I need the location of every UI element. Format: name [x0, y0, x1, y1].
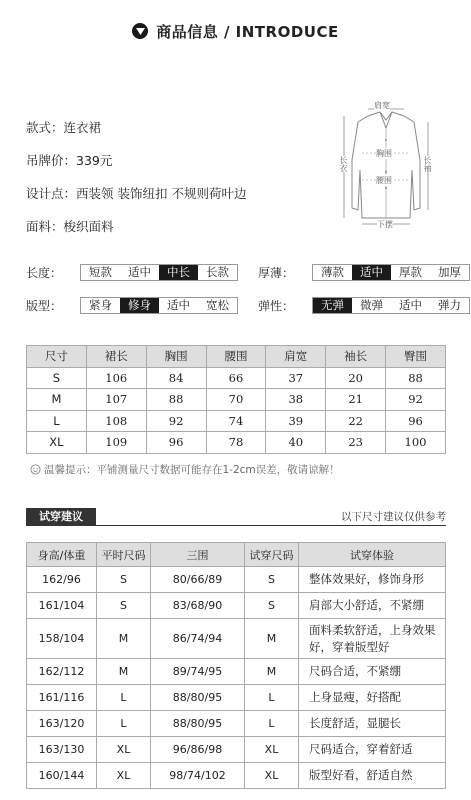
table-cell: 98/74/102	[151, 763, 245, 789]
table-row	[27, 619, 446, 659]
option-elasticity-0[interactable]: 无弹	[313, 298, 352, 313]
info-tag-price: 吊牌价：339元	[26, 153, 113, 168]
table-cell: 78	[206, 432, 266, 454]
attr-fit	[26, 297, 238, 314]
table-cell: L	[97, 685, 151, 711]
table-row	[27, 432, 446, 454]
table-cell: M	[97, 659, 151, 685]
table-cell: 21	[326, 389, 386, 411]
table-cell: 22	[326, 410, 386, 432]
label-sleeve: 长袖	[423, 156, 432, 172]
table-cell: S	[245, 593, 299, 619]
col-measurements: 三围	[151, 543, 245, 567]
col-usual-size: 平时尺码	[97, 543, 151, 567]
table-cell: 面料柔软舒适，上身效果好，穿着版型好	[299, 619, 446, 659]
size-table-header	[27, 346, 446, 368]
attr-length-options	[80, 264, 238, 281]
label-waist: 腰围	[376, 176, 392, 185]
fit-section-tag: 试穿建议	[26, 508, 96, 525]
smile-icon	[30, 464, 41, 475]
attr-thickness	[258, 264, 470, 281]
table-cell: 88/80/95	[151, 711, 245, 737]
table-cell: 尺码适合，穿着舒适	[299, 737, 446, 763]
table-cell: 37	[266, 367, 326, 389]
product-info	[26, 118, 246, 250]
section-header	[0, 18, 471, 44]
table-cell: XL	[245, 763, 299, 789]
col-waist: 腰围	[206, 346, 266, 368]
table-cell: 66	[206, 367, 266, 389]
table-cell: 整体效果好，修饰身形	[299, 567, 446, 593]
col-shoulder: 肩宽	[266, 346, 326, 368]
table-cell: M	[245, 619, 299, 659]
table-cell: M	[245, 659, 299, 685]
table-row	[27, 711, 446, 737]
option-thickness-3[interactable]: 加厚	[438, 265, 461, 279]
table-cell: 88/80/95	[151, 685, 245, 711]
attr-length-label: 长度：	[26, 266, 63, 280]
section-title: 商品信息 / INTRODUCE	[156, 22, 339, 41]
col-dress-length: 裙长	[86, 346, 146, 368]
table-cell: XL	[97, 763, 151, 789]
table-cell: 107	[86, 389, 146, 411]
table-cell: 肩部大小舒适，不紧绷	[299, 593, 446, 619]
attr-thickness-label: 厚薄：	[258, 266, 295, 280]
col-chest: 胸围	[146, 346, 206, 368]
info-design: 设计点：西装领 装饰纽扣 不规则荷叶边	[26, 186, 247, 201]
table-cell: 84	[146, 367, 206, 389]
table-cell: 39	[266, 410, 326, 432]
col-tried-size: 试穿尺码	[245, 543, 299, 567]
table-cell: 161/116	[27, 685, 97, 711]
table-cell: XL	[245, 737, 299, 763]
option-fit-2[interactable]: 适中	[167, 298, 190, 312]
table-cell: M	[27, 389, 87, 411]
table-row	[27, 389, 446, 411]
attr-elasticity-label: 弹性：	[258, 299, 295, 313]
table-cell: 89/74/95	[151, 659, 245, 685]
table-cell: 163/130	[27, 737, 97, 763]
label-chest: 胸围	[376, 149, 392, 158]
table-cell: M	[97, 619, 151, 659]
table-cell: 160/144	[27, 763, 97, 789]
table-cell: 版型好看，舒适自然	[299, 763, 446, 789]
table-cell: L	[245, 685, 299, 711]
table-cell: 158/104	[27, 619, 97, 659]
attr-length	[26, 264, 238, 281]
col-experience: 试穿体验	[299, 543, 446, 567]
table-cell: XL	[27, 432, 87, 454]
option-elasticity-3[interactable]: 弹力	[438, 298, 461, 312]
attr-fit-options	[80, 297, 238, 314]
attr-elasticity	[258, 297, 470, 314]
label-hem: 下摆	[377, 220, 393, 229]
option-length-2[interactable]: 中长	[159, 265, 198, 280]
table-cell: 23	[326, 432, 386, 454]
table-cell: 88	[386, 367, 446, 389]
attr-elasticity-options	[312, 297, 470, 314]
fit-section-note: 以下尺寸建议仅供参考	[341, 511, 446, 523]
tip-text: 温馨提示：平铺测量尺寸数据可能存在1-2cm误差，敬请谅解！	[44, 464, 340, 476]
table-cell: S	[97, 593, 151, 619]
fit-section-bar	[26, 508, 446, 526]
table-cell: L	[97, 711, 151, 737]
size-table-body	[27, 367, 446, 453]
fit-table	[26, 542, 446, 789]
table-cell: 74	[206, 410, 266, 432]
table-cell: 108	[86, 410, 146, 432]
table-row	[27, 659, 446, 685]
table-cell: 162/96	[27, 567, 97, 593]
info-style: 款式：连衣裙	[26, 120, 102, 135]
col-hip: 臀围	[386, 346, 446, 368]
table-cell: 92	[386, 389, 446, 411]
chevron-down-icon	[132, 23, 148, 39]
info-fabric: 面料：梭织面料	[26, 219, 114, 234]
col-sleeve: 袖长	[326, 346, 386, 368]
table-cell: 161/104	[27, 593, 97, 619]
table-cell: S	[97, 567, 151, 593]
table-cell: L	[27, 410, 87, 432]
option-fit-3[interactable]: 宽松	[206, 298, 229, 312]
option-thickness-1[interactable]: 适中	[352, 265, 391, 280]
option-thickness-2[interactable]: 厚款	[399, 265, 422, 279]
option-elasticity-1[interactable]: 微弹	[360, 298, 383, 312]
option-length-3[interactable]: 长款	[206, 265, 229, 279]
fit-table-body	[27, 567, 446, 789]
table-cell: 20	[326, 367, 386, 389]
table-cell: 96	[146, 432, 206, 454]
label-shoulder: 肩宽	[374, 101, 390, 110]
table-cell: 70	[206, 389, 266, 411]
option-thickness-0[interactable]: 薄款	[321, 265, 344, 279]
option-fit-0[interactable]: 紧身	[89, 298, 112, 312]
option-length-0[interactable]: 短款	[89, 265, 112, 279]
table-cell: L	[245, 711, 299, 737]
table-cell: 163/120	[27, 711, 97, 737]
table-cell: 109	[86, 432, 146, 454]
table-cell: S	[245, 567, 299, 593]
table-cell: 38	[266, 389, 326, 411]
table-cell: 86/74/94	[151, 619, 245, 659]
table-cell: 96	[386, 410, 446, 432]
table-cell: 162/112	[27, 659, 97, 685]
table-row	[27, 685, 446, 711]
table-row	[27, 367, 446, 389]
table-cell: 83/68/90	[151, 593, 245, 619]
table-row	[27, 567, 446, 593]
table-cell: 80/66/89	[151, 567, 245, 593]
table-cell: 100	[386, 432, 446, 454]
table-cell: 40	[266, 432, 326, 454]
attr-thickness-options	[312, 264, 470, 281]
table-cell: 尺码合适，不紧绷	[299, 659, 446, 685]
table-row	[27, 737, 446, 763]
option-elasticity-2[interactable]: 适中	[399, 298, 422, 312]
table-cell: 96/86/98	[151, 737, 245, 763]
table-row	[27, 410, 446, 432]
table-row	[27, 593, 446, 619]
table-cell: 上身显瘦，好搭配	[299, 685, 446, 711]
option-fit-1[interactable]: 修身	[120, 298, 159, 313]
fit-table-header	[27, 543, 446, 567]
table-cell: S	[27, 367, 87, 389]
col-height-weight: 身高/体重	[27, 543, 97, 567]
table-cell: 92	[146, 410, 206, 432]
table-cell: XL	[97, 737, 151, 763]
measure-tip	[30, 462, 340, 477]
table-cell: 长度舒适，显腿长	[299, 711, 446, 737]
table-cell: 106	[86, 367, 146, 389]
col-size: 尺寸	[27, 346, 87, 368]
garment-measure-diagram	[334, 100, 438, 232]
table-row	[27, 763, 446, 789]
attr-fit-label: 版型：	[26, 299, 63, 313]
size-table	[26, 345, 446, 454]
option-length-1[interactable]: 适中	[128, 265, 151, 279]
label-length: 长衣	[339, 156, 348, 172]
table-cell: 88	[146, 389, 206, 411]
